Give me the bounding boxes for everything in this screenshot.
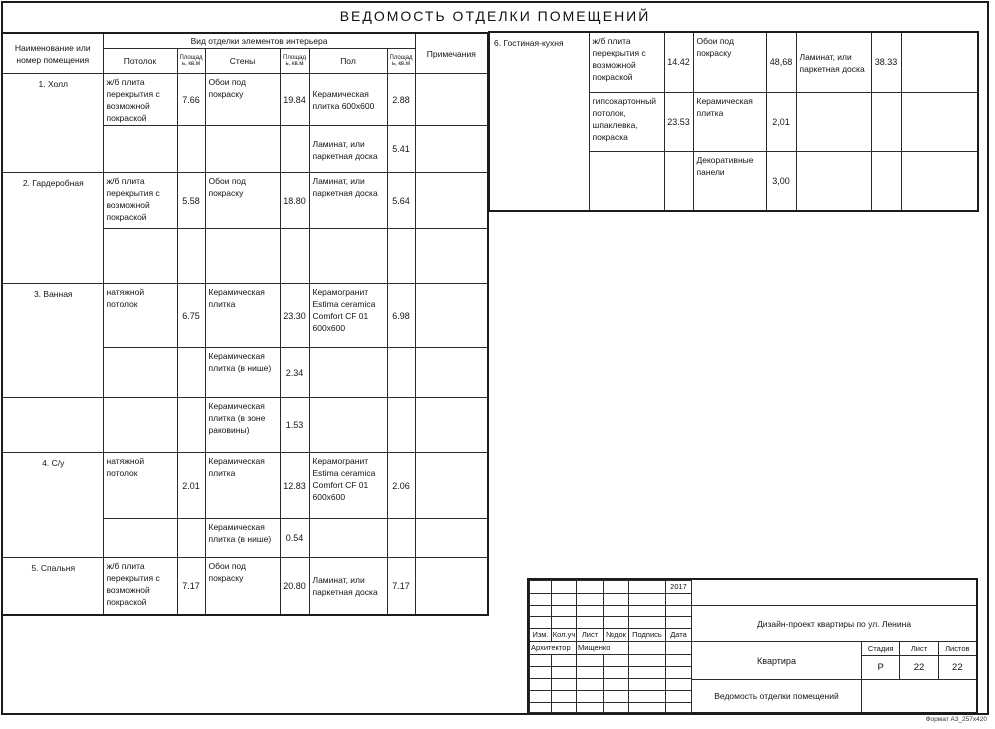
- empty-cell: [552, 667, 577, 679]
- empty-cell: [177, 519, 205, 558]
- empty-cell: [177, 126, 205, 173]
- empty-cell: [530, 703, 552, 713]
- room-5-ceiling-area: 7.17: [177, 558, 205, 615]
- empty-cell: [604, 655, 629, 667]
- room-6-walls-3-area: 3,00: [766, 151, 796, 211]
- empty-cell: [530, 594, 552, 606]
- header-area: Площадь, кв.м: [177, 49, 205, 74]
- stamp-stage-table: [861, 642, 976, 679]
- empty-cell: [309, 398, 387, 453]
- empty-cell: [604, 594, 629, 606]
- empty-cell: [530, 581, 552, 594]
- empty-cell: [530, 679, 552, 691]
- room-1-floor-2-area: 5.41: [387, 126, 415, 173]
- room-2-walls: Обои под покраску: [205, 173, 280, 229]
- empty-cell: [666, 617, 692, 629]
- stamp-sheets-label: Листов: [945, 644, 970, 653]
- empty-cell: [901, 151, 978, 211]
- stamp-sheet-value: 22: [900, 656, 938, 679]
- room-1-walls: Обои под покраску: [205, 74, 280, 126]
- empty-cell: [629, 581, 666, 594]
- empty-cell: [205, 126, 280, 173]
- empty-cell: [577, 691, 604, 703]
- room-6-floor-area: 38.33: [871, 32, 901, 92]
- sheet-title: ВЕДОМОСТЬ ОТДЕЛКИ ПОМЕЩЕНИЙ: [339, 8, 651, 24]
- room-1-walls-area: 19.84: [280, 74, 309, 126]
- empty-cell: [552, 655, 577, 667]
- empty-cell: [280, 126, 309, 173]
- empty-cell: [604, 703, 629, 713]
- room-2-walls-area: 18.80: [280, 173, 309, 229]
- room-5-ceiling: ж/б плита перекрытия с возможной покраской: [103, 558, 177, 615]
- title-block: [527, 578, 978, 714]
- empty-cell: [577, 617, 604, 629]
- room-2-floor-area: 5.64: [387, 173, 415, 229]
- empty-cell: [604, 691, 629, 703]
- room-2-floor: Ламинат, или паркетная доска: [309, 173, 387, 229]
- empty-cell: [666, 594, 692, 606]
- empty-cell: [796, 151, 871, 211]
- room-5-name: 5. Спальня: [2, 558, 103, 615]
- room-6-floor: Ламинат, или паркетная доска: [796, 32, 871, 92]
- empty-cell: [103, 126, 177, 173]
- empty-cell: [530, 691, 552, 703]
- stamp-right-section: [692, 580, 976, 712]
- header-floor: Пол: [309, 49, 387, 74]
- room-1-floor-2: Ламинат, или паркетная доска: [309, 126, 387, 173]
- empty-cell: [796, 92, 871, 151]
- room-6-walls-area: 48,68: [766, 32, 796, 92]
- empty-cell: [666, 667, 692, 679]
- room-1-floor-area: 2.88: [387, 74, 415, 126]
- empty-cell: [629, 667, 666, 679]
- empty-cell: [387, 398, 415, 453]
- empty-cell: [103, 519, 177, 558]
- room-5-walls-area: 20.80: [280, 558, 309, 615]
- stamp-col-data: Дата: [666, 629, 692, 642]
- header-notes: Примечания: [415, 33, 488, 74]
- room-1-name: 1. Холл: [2, 74, 103, 173]
- stamp-doc-title: Ведомость отделки помещений: [714, 691, 839, 701]
- empty-cell: [577, 594, 604, 606]
- room-6-walls-2-area: 2,01: [766, 92, 796, 151]
- room-3-walls-area: 23.30: [280, 284, 309, 348]
- room-4-walls-niche-area: 0.54: [280, 519, 309, 558]
- stamp-col-list: Лист: [577, 629, 604, 642]
- empty-cell: [387, 229, 415, 284]
- room-5-notes: [415, 558, 488, 615]
- room-3-ceiling-area: 6.75: [177, 284, 205, 348]
- room-3-walls-niche: Керамическая плитка (в нише): [205, 348, 280, 398]
- revision-grid: [529, 580, 692, 713]
- room-3-walls: Керамическая плитка: [205, 284, 280, 348]
- stamp-project-title: Дизайн-проект квартиры по ул. Ленина: [692, 606, 976, 642]
- empty-cell: [415, 398, 488, 453]
- empty-cell: [604, 667, 629, 679]
- empty-cell: [629, 606, 666, 617]
- room-1-ceiling-area: 7.66: [177, 74, 205, 126]
- empty-cell: [629, 655, 666, 667]
- empty-cell: [177, 229, 205, 284]
- empty-cell: [629, 617, 666, 629]
- room-3-walls-sink-zone: Керамическая плитка (в зоне раковины): [205, 398, 280, 453]
- room-4-ceiling-area: 2.01: [177, 453, 205, 519]
- stamp-sheets-value: 22: [952, 662, 963, 673]
- header-walls: Стены: [205, 49, 280, 74]
- empty-cell: [552, 679, 577, 691]
- room-2-name: 2. Гардеробная: [2, 173, 103, 284]
- empty-cell: [530, 667, 552, 679]
- empty-cell: [309, 519, 387, 558]
- room-5-floor-area: 7.17: [387, 558, 415, 615]
- stamp-col-koluch: Кол.уч: [552, 629, 577, 642]
- header-ceiling: Потолок: [103, 49, 177, 74]
- empty-cell: [577, 703, 604, 713]
- empty-cell: [666, 691, 692, 703]
- room-4-floor-area: 2.06: [387, 453, 415, 519]
- empty-cell: [604, 679, 629, 691]
- stamp-date-cell: [666, 642, 692, 655]
- stamp-col-izm: Изм.: [530, 629, 552, 642]
- stamp-stage-value: Р: [862, 656, 900, 679]
- header-finish-group: Вид отделки элементов интерьера: [103, 33, 415, 49]
- empty-cell: [309, 229, 387, 284]
- finish-table-left: [1, 32, 489, 616]
- empty-cell: [280, 229, 309, 284]
- empty-cell: [415, 229, 488, 284]
- header-area: Площадь, кв.м: [280, 49, 309, 74]
- room-6-notes: [901, 32, 978, 92]
- empty-cell: [871, 151, 901, 211]
- stamp-person: Мищенко: [577, 642, 629, 655]
- room-5-floor: Ламинат, или паркетная доска: [309, 558, 387, 615]
- empty-cell: [629, 691, 666, 703]
- empty-cell: [577, 606, 604, 617]
- stamp-stage-label: Стадия: [862, 642, 900, 655]
- room-4-walls-niche: Керамическая плитка (в нише): [205, 519, 280, 558]
- room-6-walls-3: Декоративные панели: [693, 151, 766, 211]
- room-2-ceiling: ж/б плита перекрытия с возможной покраской: [103, 173, 177, 229]
- room-2-ceiling-area: 5.58: [177, 173, 205, 229]
- room-1-floor: Керамическая плитка 600х600: [309, 74, 387, 126]
- room-6-name: 6. Гостиная-кухня: [489, 32, 589, 211]
- empty-cell: [577, 679, 604, 691]
- empty-cell: [666, 703, 692, 713]
- room-3-notes: [415, 284, 488, 348]
- empty-cell: [552, 617, 577, 629]
- empty-cell: [2, 398, 103, 453]
- room-6-ceiling-2: гипсокартонный потолок, шпаклевка, покраска: [589, 92, 664, 151]
- empty-cell: [552, 691, 577, 703]
- empty-cell: [552, 594, 577, 606]
- empty-cell: [387, 348, 415, 398]
- room-3-walls-niche-area: 2.34: [280, 348, 309, 398]
- room-3-name: 3. Ванная: [2, 284, 103, 398]
- room-4-name: 4. С/у: [2, 453, 103, 558]
- empty-cell: [577, 667, 604, 679]
- format-note: Формат А3_257х420: [925, 716, 987, 723]
- empty-cell: [604, 581, 629, 594]
- empty-cell: [871, 92, 901, 151]
- empty-cell: [103, 398, 177, 453]
- stamp-col-podpis: Подпись: [629, 629, 666, 642]
- empty-cell: [415, 126, 488, 173]
- empty-cell: [387, 519, 415, 558]
- room-4-walls: Керамическая плитка: [205, 453, 280, 519]
- room-6-ceiling-2-area: 23.53: [664, 92, 693, 151]
- stamp-sheet-label: Лист: [900, 642, 938, 655]
- header-room-name: Наименование или номер помещения: [2, 33, 103, 74]
- room-6-ceiling: ж/б плита перекрытия с возможной покраской: [589, 32, 664, 92]
- room-4-floor: Керамогранит Estima ceramica Comfort CF 01 600х600: [309, 453, 387, 519]
- room-5-walls: Обои под покраску: [205, 558, 280, 615]
- stamp-signature-cell: [629, 642, 666, 655]
- room-6-walls: Обои под покраску: [693, 32, 766, 92]
- empty-cell: [577, 655, 604, 667]
- empty-cell: [103, 229, 177, 284]
- empty-cell: [629, 594, 666, 606]
- empty-cell: [177, 398, 205, 453]
- empty-cell: [530, 617, 552, 629]
- room-1-ceiling: ж/б плита перекрытия с возможной покраской: [103, 74, 177, 126]
- empty-cell: [530, 655, 552, 667]
- finish-table-right: [488, 31, 979, 212]
- empty-cell: [577, 581, 604, 594]
- empty-cell: [552, 703, 577, 713]
- stamp-year: 2017: [666, 581, 692, 594]
- empty-cell: [664, 151, 693, 211]
- empty-cell: [604, 617, 629, 629]
- room-3-floor: Керамогранит Estima ceramica Comfort CF 01 600х600: [309, 284, 387, 348]
- stamp-col-ndok: №док: [604, 629, 629, 642]
- empty-cell: [666, 679, 692, 691]
- empty-cell: [901, 92, 978, 151]
- empty-cell: [629, 679, 666, 691]
- room-2-notes: [415, 173, 488, 229]
- empty-cell: [177, 348, 205, 398]
- room-6-ceiling-area: 14.42: [664, 32, 693, 92]
- room-3-walls-sink-zone-area: 1.53: [280, 398, 309, 453]
- stamp-empty-bottom-cell: [861, 680, 976, 712]
- empty-cell: [415, 348, 488, 398]
- empty-cell: [589, 151, 664, 211]
- empty-cell: [552, 606, 577, 617]
- empty-cell: [205, 229, 280, 284]
- stamp-role: Архитектор: [530, 642, 577, 655]
- empty-cell: [629, 703, 666, 713]
- empty-cell: [666, 655, 692, 667]
- room-4-ceiling: натяжной потолок: [103, 453, 177, 519]
- room-3-ceiling: натяжной потолок: [103, 284, 177, 348]
- empty-cell: [604, 606, 629, 617]
- empty-cell: [666, 606, 692, 617]
- empty-cell: [103, 348, 177, 398]
- room-3-floor-area: 6.98: [387, 284, 415, 348]
- room-6-walls-2: Керамическая плитка: [693, 92, 766, 151]
- stamp-object-name: Квартира: [757, 655, 796, 666]
- empty-cell: [415, 519, 488, 558]
- room-4-walls-area: 12.83: [280, 453, 309, 519]
- stamp-empty-top-cell: [692, 580, 976, 606]
- header-area: Площадь, кв.м: [387, 49, 415, 74]
- empty-cell: [530, 606, 552, 617]
- room-4-notes: [415, 453, 488, 519]
- empty-cell: [309, 348, 387, 398]
- room-1-notes: [415, 74, 488, 126]
- empty-cell: [552, 581, 577, 594]
